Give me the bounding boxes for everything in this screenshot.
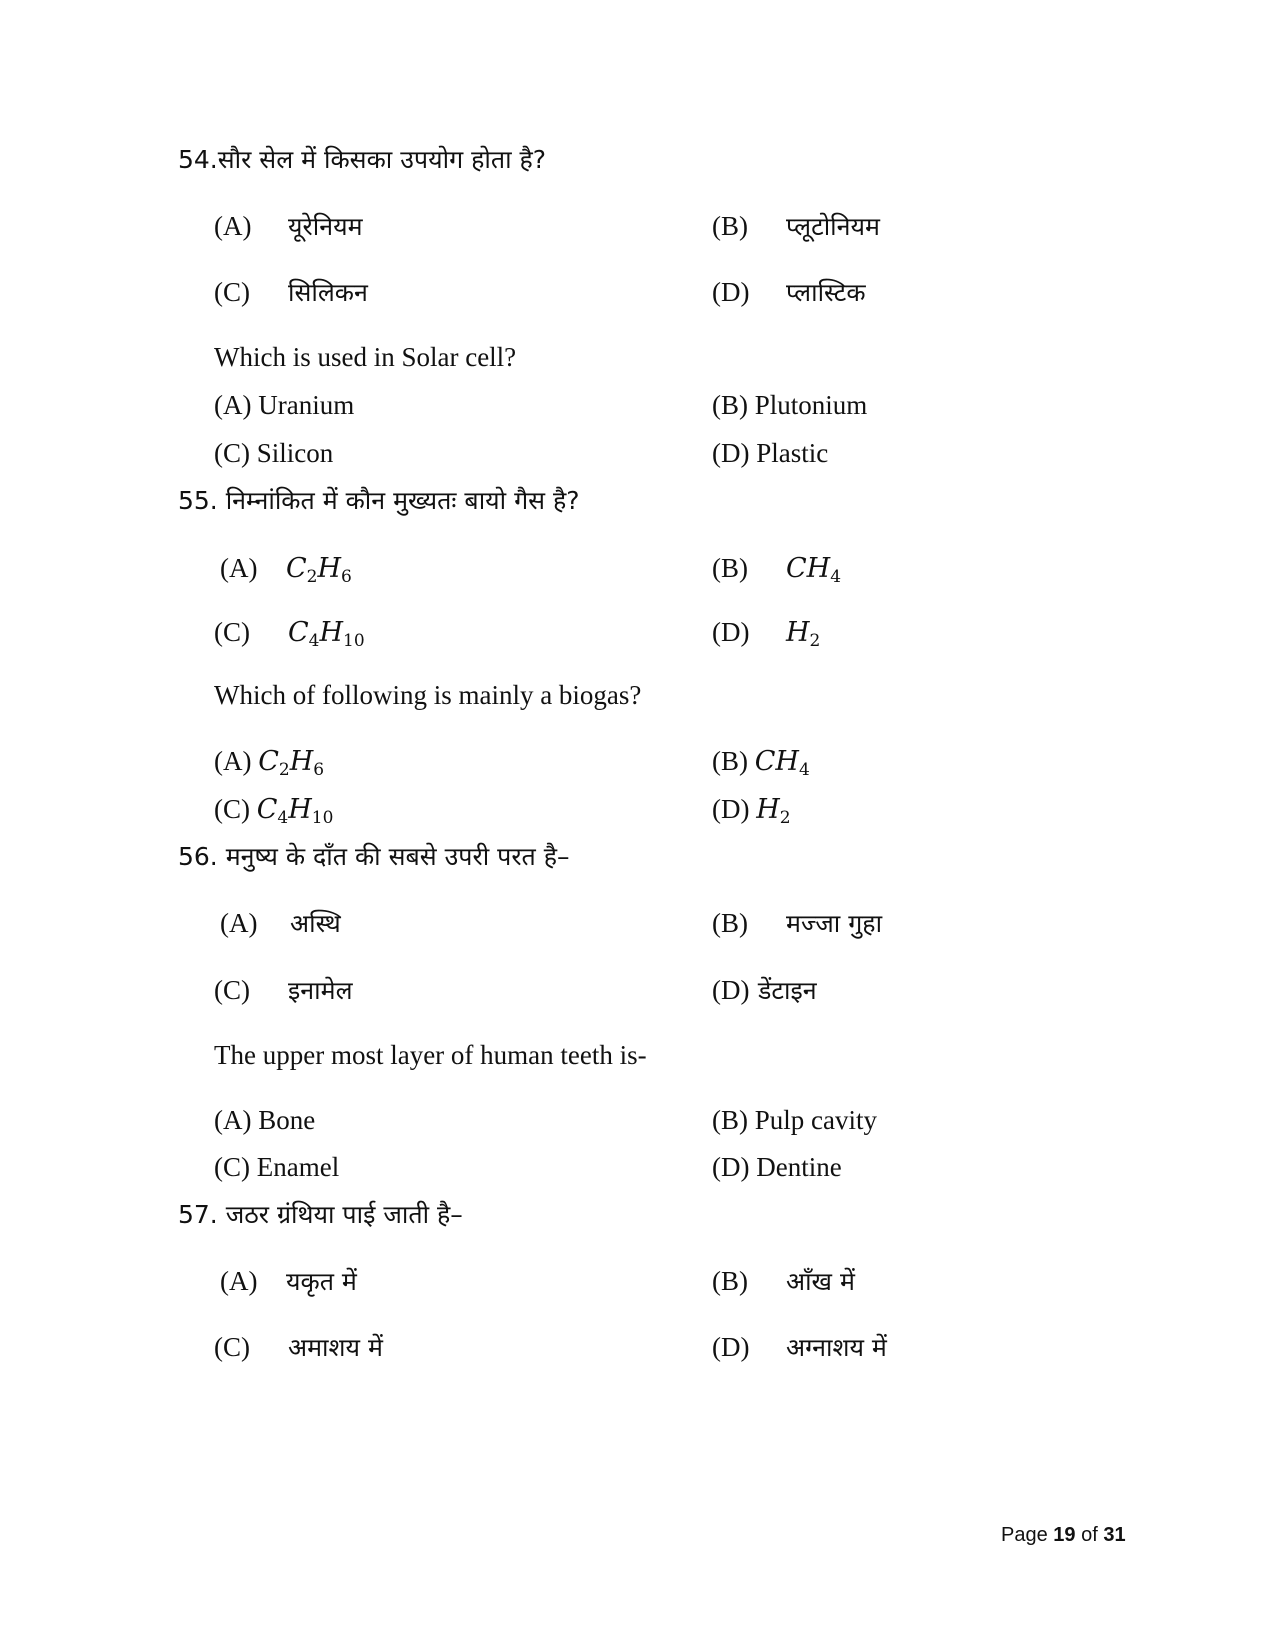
option-text: अमाशय में xyxy=(288,1333,383,1362)
option-label: (B) xyxy=(712,908,748,938)
q56-en-option-d: (D) Dentine xyxy=(712,1152,842,1182)
q54-hi-option-a xyxy=(214,209,363,244)
q54-en-option-d: (D) Plastic xyxy=(712,438,829,468)
q57-hi-option-d xyxy=(712,1330,887,1365)
q55-en-option-a xyxy=(214,744,324,779)
option-text: (D) $H_2$ xyxy=(712,794,791,828)
q54-hi-option-c xyxy=(214,275,368,310)
q55-en-option-d xyxy=(712,792,791,827)
total-pages: 31 xyxy=(1103,1524,1126,1546)
q54-hi-option-b xyxy=(712,209,880,244)
option-text: अग्नाशय में xyxy=(786,1333,887,1362)
q55-hi-option-c xyxy=(214,615,365,650)
option-label: (A) xyxy=(220,553,258,583)
option-label: (A) xyxy=(220,908,258,938)
option-label: (D) xyxy=(712,617,750,647)
q56-hi-option-a xyxy=(220,906,341,941)
option-label: (C) xyxy=(214,975,250,1005)
option-label: (A) xyxy=(214,211,252,241)
q55-en-option-b xyxy=(712,744,810,779)
q54-hi-option-d xyxy=(712,275,866,310)
q56-hi-option-c xyxy=(214,973,353,1008)
q54-en-option-b: (B) Plutonium xyxy=(712,390,868,420)
option-label: (A) xyxy=(220,1266,258,1296)
of-word: of xyxy=(1081,1524,1098,1546)
option-text: यकृत में xyxy=(286,1267,357,1296)
question-56-hindi: 56. मनुष्य के दाँत की सबसे उपरी परत है– xyxy=(178,842,570,871)
q55-hi-option-b xyxy=(712,551,841,586)
question-54-hindi: 54.सौर सेल में किसका उपयोग होता है? xyxy=(178,145,547,174)
option-text: डेंटाइन xyxy=(758,976,817,1005)
question-57-hindi: 57. जठर ग्रंथिया पाई जाती है– xyxy=(178,1200,463,1229)
option-text: प्लास्टिक xyxy=(786,278,866,307)
option-text: आँख में xyxy=(786,1267,855,1296)
page-number xyxy=(1001,1522,1126,1548)
option-text: (C) $C_4H_{10}$ xyxy=(214,794,334,828)
page-word: Page xyxy=(1001,1524,1048,1546)
option-text: इनामेल xyxy=(288,976,353,1005)
option-text: सिलिकन xyxy=(288,278,368,307)
q56-hi-option-d xyxy=(712,973,817,1008)
q55-hi-option-d xyxy=(712,615,820,650)
question-55-hindi: 55. निम्नांकित में कौन मुख्यतः बायो गैस है? xyxy=(178,486,580,515)
q56-hi-option-b xyxy=(712,906,882,941)
option-label: (D) xyxy=(712,975,750,1005)
q55-en-option-c xyxy=(214,792,333,827)
formula-ch4: $CH_4$ xyxy=(786,553,842,587)
question-54-english: Which is used in Solar cell? xyxy=(214,342,517,372)
option-label: (D) xyxy=(712,1332,750,1362)
option-label: (C) xyxy=(214,617,250,647)
formula-c2h6: $C_2H_6$ xyxy=(286,553,352,587)
option-label: (B) xyxy=(712,553,748,583)
q54-en-option-a: (A) Uranium xyxy=(214,390,355,420)
question-56-english: The upper most layer of human teeth is- xyxy=(214,1040,647,1070)
option-label: (C) xyxy=(214,277,250,307)
option-label: (B) xyxy=(712,211,748,241)
q56-en-option-c: (C) Enamel xyxy=(214,1152,340,1182)
q54-en-option-c: (C) Silicon xyxy=(214,438,334,468)
option-label: (B) xyxy=(712,1266,748,1296)
question-55-english: Which of following is mainly a biogas? xyxy=(214,680,642,710)
option-label: (D) xyxy=(712,277,750,307)
current-page: 19 xyxy=(1053,1524,1076,1546)
formula-c4h10: $C_4H_{10}$ xyxy=(288,617,365,651)
option-text: मज्जा गुहा xyxy=(786,909,883,938)
q57-hi-option-a xyxy=(220,1264,357,1299)
option-text: (B) $CH_4$ xyxy=(712,746,810,780)
option-label: (C) xyxy=(214,1332,250,1362)
option-text: (A) $C_2H_6$ xyxy=(214,746,325,780)
option-text: प्लूटोनियम xyxy=(786,212,880,241)
option-text: अस्थि xyxy=(290,909,341,938)
q56-en-option-b: (B) Pulp cavity xyxy=(712,1105,877,1135)
formula-h2: $H_2$ xyxy=(786,617,821,651)
q57-hi-option-b xyxy=(712,1264,855,1299)
q57-hi-option-c xyxy=(214,1330,383,1365)
option-text: यूरेनियम xyxy=(288,212,363,241)
q56-en-option-a: (A) Bone xyxy=(214,1105,316,1135)
q55-hi-option-a xyxy=(220,551,352,586)
